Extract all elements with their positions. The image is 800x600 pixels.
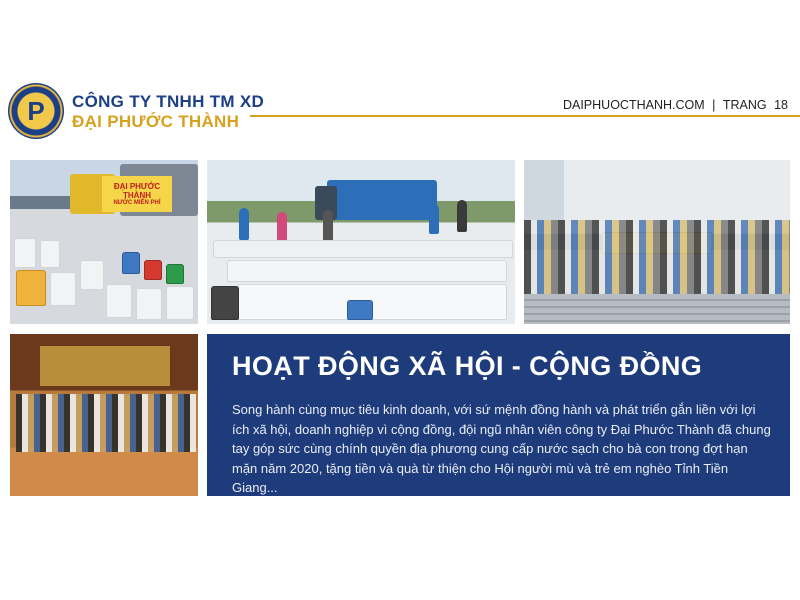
banner [102, 176, 172, 212]
logo-letter: P [27, 95, 45, 126]
water-jug [347, 300, 373, 320]
person [429, 204, 439, 234]
water-jug [106, 284, 132, 318]
banner-subtitle: NƯỚC MIỄN PHÍ [113, 200, 161, 206]
water-jug [40, 240, 60, 268]
people-group [16, 394, 196, 452]
banner-title: ĐẠI PHƯỚC THÀNH [113, 182, 161, 200]
altar [40, 346, 170, 386]
water-jug [213, 240, 513, 258]
water-jug [166, 286, 194, 320]
header-divider [250, 115, 800, 117]
water-jug [80, 260, 104, 290]
water-jug [227, 260, 507, 282]
section-body: Song hành cùng mục tiêu kinh doanh, với sứ mệnh đồng hành và phát triển gắn liền với lợi ích xã hội, doanh nghiệp vì cộng đồng, đội ngũ nhân viên công ty Đại Phước Thành đã chung tay góp sức cùng chính quyền địa phương cung cấp nước sạch cho bà con trong đợt hạn mặn năm 2020, tặng tiền và quà từ thiện cho Hội người mù và trẻ em nghèo Tỉnh Tiền Giang... [232, 402, 771, 495]
photo-water-distribution-2 [207, 160, 515, 324]
person [457, 200, 467, 232]
water-jug [166, 264, 184, 284]
company-name-line2: ĐẠI PHƯỚC THÀNH [72, 112, 240, 131]
page-header-right [563, 98, 788, 112]
water-jug [144, 260, 162, 280]
water-jug [16, 270, 46, 306]
people-group [524, 220, 790, 294]
photo-group-charity-visit [524, 160, 790, 324]
page-label: TRANG [722, 98, 767, 112]
website-link[interactable]: DAIPHUOCTHANH.COM [562, 98, 705, 112]
photo-group-temple [10, 334, 198, 496]
photo-water-distribution-1 [10, 160, 198, 324]
header-separator: | [712, 98, 716, 112]
person [239, 208, 249, 240]
water-jug [122, 252, 140, 274]
water-tank-truck [327, 180, 437, 220]
company-name-line1: CÔNG TY TNHH TM XD [72, 92, 265, 111]
floor [10, 452, 198, 496]
company-logo [8, 83, 64, 139]
section-title: HOẠT ĐỘNG XÃ HỘI - CỘNG ĐỒNG [232, 351, 703, 381]
water-jug [14, 238, 36, 268]
stairs [524, 294, 790, 324]
person [277, 212, 287, 242]
water-jug [211, 286, 239, 320]
community-activities-panel [207, 334, 790, 496]
water-jug [136, 288, 162, 320]
page-number: 18 [774, 98, 788, 112]
water-jug [50, 272, 76, 306]
